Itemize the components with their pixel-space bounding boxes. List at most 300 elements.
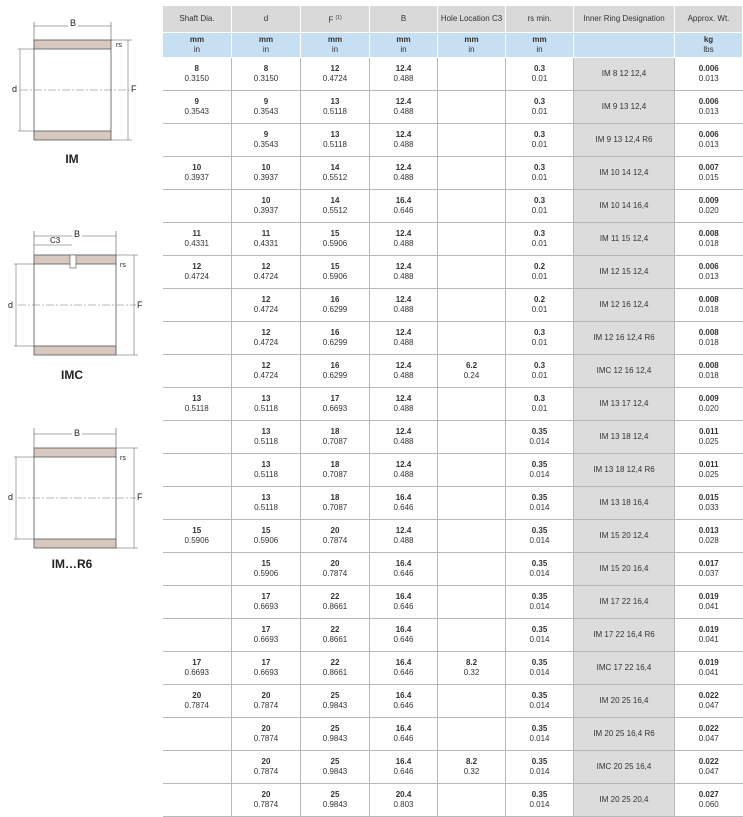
designation-cell: IM 12 15 12,4 [574,256,675,289]
b-cell [370,586,438,619]
f-metric-value: 22 [330,625,340,634]
c3-cell [438,256,506,289]
b-imperial-value: 0.646 [393,206,414,215]
f-imperial-value: 0.5906 [322,239,348,248]
b-imperial-value: 0.646 [393,734,414,743]
d-imperial-value: 0.4724 [253,272,279,281]
c3-metric-value: 6.2 [465,361,478,370]
d-metric-value: 20 [261,790,271,799]
inner-ring-spec-table [162,5,743,817]
shaft-imperial-value: 0.7874 [184,701,209,710]
b-metric-value: 12.4 [395,64,412,73]
r-imperial-value: 0.014 [529,734,550,743]
f-imperial-value: 0.5906 [322,272,348,281]
unit-imperial: in [193,45,201,54]
column-header-label: rs min. [527,14,552,23]
wt-metric-value: 0.011 [698,427,719,436]
wt-imperial-value: 0.013 [698,272,719,281]
designation-cell: IM 20 25 20,4 [574,784,675,817]
r-imperial-value: 0.014 [529,701,550,710]
im-label: IM [65,152,79,166]
shaft-imperial-value: 0.3543 [184,107,209,116]
r-imperial-value: 0.01 [531,338,548,347]
table-row [163,553,743,586]
designation-cell: IM 20 25 16,4 [574,685,675,718]
r-metric-value: 0.35 [531,559,548,568]
shaft-metric-value: 10 [192,163,202,172]
c3-cell [438,454,506,487]
column-header-label: F [328,15,334,25]
r-metric-value: 0.3 [533,394,546,403]
d-cell [232,190,301,223]
column-header [301,6,370,33]
b-cell [370,553,438,586]
wt-imperial-value: 0.013 [698,140,719,149]
shaft-cell [163,124,232,157]
designation-cell: IM 17 22 16,4 R6 [574,619,675,652]
f-cell [301,124,370,157]
im-dim-d: d [12,84,18,94]
b-metric-value: 16.4 [395,625,412,634]
designation-cell: IM 10 14 12,4 [574,157,675,190]
wt-metric-value: 0.019 [698,658,719,667]
wt-metric-value: 0.008 [698,328,719,337]
column-header-label: Inner Ring Designation [583,14,665,23]
d-cell [232,124,301,157]
r-imperial-value: 0.014 [529,635,550,644]
r-imperial-value: 0.01 [531,74,548,83]
d-imperial-value: 0.5118 [254,470,278,479]
c3-cell [438,553,506,586]
f-metric-value: 22 [330,592,340,601]
column-header-label: B [400,14,407,23]
r-imperial-value: 0.01 [531,206,548,215]
wt-metric-value: 0.015 [698,493,719,502]
wt-cell [675,322,743,355]
b-cell [370,256,438,289]
shaft-cell [163,454,232,487]
f-metric-value: 14 [330,196,340,205]
shaft-metric-value: 12 [192,262,202,271]
f-cell [301,355,370,388]
wt-imperial-value: 0.041 [698,668,719,677]
r-metric-value: 0.35 [531,592,548,601]
imc-dim-c3: C3 [50,236,61,245]
f-cell [301,388,370,421]
header-row [163,6,743,33]
column-header [232,6,301,33]
im-dim-f: F [131,84,137,94]
r-cell [506,454,574,487]
d-imperial-value: 0.5906 [253,569,279,578]
f-metric-value: 25 [330,691,340,700]
b-cell [370,619,438,652]
r-cell [506,487,574,520]
b-imperial-value: 0.646 [393,701,414,710]
r-metric-value: 0.35 [531,460,548,469]
imc-dim-f: F [137,300,143,310]
f-metric-value: 25 [330,757,340,766]
f-imperial-value: 0.5118 [323,140,347,149]
unit-cell [232,33,301,58]
f-cell [301,619,370,652]
f-cell [301,157,370,190]
f-metric-value: 22 [330,658,340,667]
d-metric-value: 10 [261,196,271,205]
r-imperial-value: 0.01 [531,140,548,149]
wt-cell [675,784,743,817]
unit-cell [370,33,438,58]
table-row [163,520,743,553]
unit-cell [438,33,506,58]
d-metric-value: 17 [261,658,271,667]
column-header [370,6,438,33]
b-metric-value: 16.4 [395,196,412,205]
im-dim-b: B [70,18,77,28]
d-cell [232,751,301,784]
spec-table-container [162,5,742,817]
d-cell [232,685,301,718]
r-imperial-value: 0.01 [531,371,548,380]
c3-cell [438,124,506,157]
wt-cell [675,289,743,322]
b-cell [370,718,438,751]
wt-metric-value: 0.008 [698,229,719,238]
table-row [163,454,743,487]
wt-cell [675,586,743,619]
d-cell [232,619,301,652]
r-metric-value: 0.35 [531,691,548,700]
wt-metric-value: 0.022 [698,724,719,733]
f-metric-value: 18 [330,460,340,469]
wt-imperial-value: 0.020 [698,206,719,215]
b-imperial-value: 0.646 [393,668,414,677]
c3-cell [438,751,506,784]
shaft-imperial-value: 0.5118 [184,404,209,413]
b-cell [370,322,438,355]
b-cell [370,652,438,685]
c3-cell [438,520,506,553]
r-imperial-value: 0.014 [529,668,550,677]
f-metric-value: 18 [330,427,340,436]
d-metric-value: 17 [261,625,271,634]
f-cell [301,751,370,784]
table-row [163,487,743,520]
c3-cell [438,652,506,685]
r-metric-value: 0.3 [533,163,546,172]
imc-dim-d: d [8,300,14,310]
d-cell [232,553,301,586]
d-cell [232,421,301,454]
f-metric-value: 16 [330,295,340,304]
b-imperial-value: 0.488 [393,305,414,314]
r-imperial-value: 0.01 [531,404,548,413]
r-cell [506,58,574,91]
wt-metric-value: 0.022 [698,691,719,700]
wt-cell [675,256,743,289]
r-metric-value: 0.35 [531,658,548,667]
column-header-label: Approx. Wt. [687,14,730,23]
shaft-cell [163,223,232,256]
r-cell [506,124,574,157]
table-body [163,58,743,817]
table-row [163,322,743,355]
f-metric-value: 18 [330,493,340,502]
shaft-metric-value: 8 [194,64,199,73]
d-cell [232,223,301,256]
wt-imperial-value: 0.025 [698,470,719,479]
wt-cell [675,388,743,421]
designation-cell: IMC 20 25 16,4 [574,751,675,784]
d-metric-value: 10 [261,163,271,172]
wt-metric-value: 0.006 [698,262,719,271]
d-imperial-value: 0.4724 [253,371,279,380]
f-imperial-value: 0.8661 [322,635,348,644]
designation-cell: IM 13 18 16,4 [574,487,675,520]
b-cell [370,520,438,553]
f-metric-value: 25 [330,724,340,733]
shaft-cell [163,322,232,355]
d-imperial-value: 0.3543 [253,140,279,149]
r-cell [506,421,574,454]
wt-metric-value: 0.006 [698,130,719,139]
b-metric-value: 20.4 [395,790,412,799]
shaft-cell [163,91,232,124]
f-imperial-value: 0.5512 [322,173,348,182]
shaft-metric-value: 13 [192,394,202,403]
wt-imperial-value: 0.018 [698,371,719,380]
b-metric-value: 16.4 [395,658,412,667]
c3-cell [438,784,506,817]
wt-metric-value: 0.027 [698,790,719,799]
d-cell [232,487,301,520]
c3-imperial-value: 0.24 [463,371,480,380]
f-cell [301,421,370,454]
b-metric-value: 16.4 [395,757,412,766]
f-cell [301,322,370,355]
shaft-cell [163,289,232,322]
c3-cell [438,718,506,751]
f-imperial-value: 0.7874 [322,536,348,545]
f-cell [301,652,370,685]
table-row [163,751,743,784]
imr6-dim-d: d [8,492,14,502]
d-imperial-value: 0.6693 [253,668,279,677]
f-imperial-value: 0.7087 [322,437,348,446]
wt-metric-value: 0.007 [698,163,719,172]
r-imperial-value: 0.01 [531,272,548,281]
r-imperial-value: 0.014 [529,536,550,545]
r-metric-value: 0.35 [531,790,548,799]
f-metric-value: 15 [330,262,340,271]
unit-cell [506,33,574,58]
r-cell [506,619,574,652]
table-row [163,157,743,190]
r-imperial-value: 0.014 [529,437,550,446]
imr6-dim-b: B [74,428,81,438]
b-cell [370,784,438,817]
c3-metric-value: 8.2 [465,757,478,766]
column-header [163,6,232,33]
wt-imperial-value: 0.013 [698,107,719,116]
c3-cell [438,223,506,256]
wt-cell [675,520,743,553]
r-imperial-value: 0.014 [529,503,550,512]
r-cell [506,388,574,421]
f-metric-value: 12 [330,64,340,73]
b-cell [370,289,438,322]
b-metric-value: 12.4 [395,394,412,403]
c3-cell [438,91,506,124]
wt-imperial-value: 0.015 [698,173,719,182]
b-metric-value: 12.4 [395,295,412,304]
column-header [574,6,675,33]
d-imperial-value: 0.7874 [253,800,279,809]
c3-cell [438,58,506,91]
r-cell [506,223,574,256]
shaft-cell [163,619,232,652]
wt-imperial-value: 0.020 [698,404,719,413]
r-cell [506,256,574,289]
b-metric-value: 12.4 [395,460,412,469]
d-metric-value: 8 [263,64,269,73]
d-metric-value: 15 [261,526,271,535]
wt-cell [675,91,743,124]
table-row [163,124,743,157]
f-cell [301,289,370,322]
shaft-metric-value: 11 [192,229,201,238]
b-cell [370,190,438,223]
shaft-metric-value: 9 [194,97,199,106]
d-cell [232,454,301,487]
imr6-dim-r: rs [120,455,126,462]
wt-metric-value: 0.022 [698,757,719,766]
d-imperial-value: 0.5118 [254,404,278,413]
diagrams-column [0,0,160,816]
b-metric-value: 16.4 [395,559,412,568]
r-cell [506,553,574,586]
table-row [163,91,743,124]
wt-imperial-value: 0.047 [698,734,719,743]
d-imperial-value: 0.7874 [253,767,279,776]
f-imperial-value: 0.9843 [322,800,348,809]
wt-cell [675,223,743,256]
designation-cell: IM 9 13 12,4 [574,91,675,124]
b-cell [370,487,438,520]
wt-metric-value: 0.009 [698,196,719,205]
b-cell [370,454,438,487]
r-metric-value: 0.35 [531,724,548,733]
imr6-label: IM…R6 [51,557,93,571]
f-cell [301,58,370,91]
r-metric-value: 0.3 [533,361,546,370]
column-header [675,6,743,33]
r-imperial-value: 0.01 [531,173,548,182]
f-cell [301,256,370,289]
wt-imperial-value: 0.041 [698,635,719,644]
d-imperial-value: 0.5906 [253,536,279,545]
shaft-cell [163,751,232,784]
b-imperial-value: 0.488 [393,338,414,347]
shaft-cell [163,355,232,388]
wt-imperial-value: 0.018 [698,338,719,347]
unit-imperial: lbs [703,45,714,54]
d-metric-value: 12 [261,328,271,337]
f-metric-value: 15 [330,229,340,238]
b-imperial-value: 0.646 [393,635,414,644]
f-cell [301,520,370,553]
f-imperial-value: 0.8661 [322,602,348,611]
wt-metric-value: 0.013 [698,526,719,535]
designation-cell: IMC 17 22 16,4 [574,652,675,685]
f-imperial-value: 0.5512 [322,206,348,215]
r-cell [506,289,574,322]
wt-cell [675,58,743,91]
b-cell [370,421,438,454]
d-metric-value: 13 [261,460,271,469]
table-row [163,256,743,289]
d-metric-value: 13 [261,427,271,436]
f-imperial-value: 0.7087 [322,503,348,512]
shaft-metric-value: 17 [192,658,202,667]
shaft-metric-value: 20 [192,691,202,700]
shaft-cell [163,421,232,454]
designation-cell: IM 15 20 12,4 [574,520,675,553]
f-cell [301,718,370,751]
d-imperial-value: 0.6693 [253,602,279,611]
b-imperial-value: 0.488 [393,107,414,116]
shaft-cell [163,256,232,289]
b-imperial-value: 0.646 [393,602,414,611]
f-metric-value: 16 [330,361,340,370]
r-cell [506,322,574,355]
r-metric-value: 0.3 [533,229,546,238]
table-row [163,58,743,91]
d-imperial-value: 0.4331 [253,239,279,248]
r-metric-value: 0.35 [531,526,548,535]
im-dim-r: rs [116,42,122,49]
shaft-cell [163,388,232,421]
shaft-imperial-value: 0.4724 [184,272,209,281]
d-cell [232,718,301,751]
d-cell [232,388,301,421]
c3-cell [438,322,506,355]
unit-imperial: in [468,45,475,54]
b-imperial-value: 0.646 [393,767,414,776]
c3-cell [438,190,506,223]
r-cell [506,190,574,223]
r-imperial-value: 0.014 [529,602,550,611]
d-metric-value: 15 [261,559,271,568]
f-imperial-value: 0.9843 [322,734,348,743]
imc-dim-r: rs [120,262,126,269]
r-cell [506,718,574,751]
table-row [163,190,743,223]
b-cell [370,91,438,124]
wt-cell [675,124,743,157]
table-row [163,355,743,388]
d-cell [232,322,301,355]
c3-cell [438,619,506,652]
f-imperial-value: 0.4724 [322,74,348,83]
d-cell [232,784,301,817]
b-imperial-value: 0.488 [393,437,414,446]
d-metric-value: 9 [263,130,269,139]
table-row [163,388,743,421]
wt-imperial-value: 0.047 [698,701,719,710]
column-header-label: Shaft Dia. [179,14,215,23]
r-cell [506,586,574,619]
